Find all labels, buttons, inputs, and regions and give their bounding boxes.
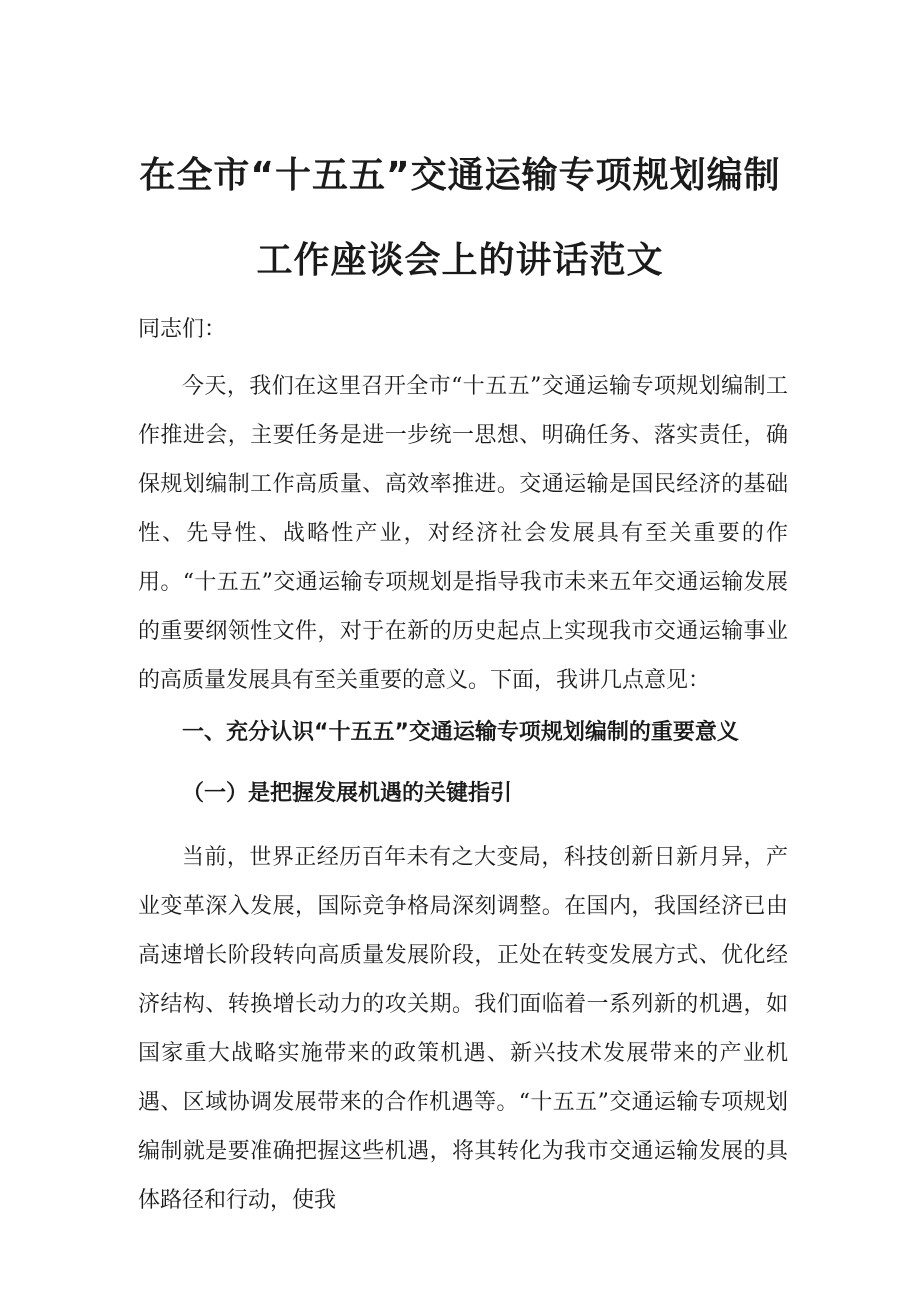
- subsection-heading-1: （一）是把握发展机遇的关键指引: [182, 781, 513, 806]
- paragraph-body: 当前，世界正经历百年未有之大变局，科技创新日新月异，产业变革深入发展，国际竞争格局深刻调整。在国内，我国经济已由高速增长阶段转向高质量发展阶段，正处在转变发展方式、优化经济结构、转换增长动力的攻关期。我们面临着一系列新的机遇，如国家重大战略实施带来的政策机遇、新兴技术发展带来的产业机遇、区域协调发展带来的合作机遇等。“十五五”交通运输专项规划编制就是要准确把握这些机遇，将其转化为我市交通运输发展的具体路径和行动，使我: [138, 845, 788, 1213]
- title-line-2: 工作座谈会上的讲话范文: [256, 240, 664, 281]
- salutation: 同志们：: [138, 317, 227, 342]
- section-heading-1: 一、充分认识“十五五”交通运输专项规划编制的重要意义: [182, 720, 739, 745]
- title-line-1: 在全市“十五五”交通运输专项规划编制: [139, 155, 781, 196]
- paragraph-intro: 今天，我们在这里召开全市“十五五”交通运输专项规划编制工作推进会，主要任务是进一步统一思想、明确任务、落实责任，确保规划编制工作高质量、高效率推进。交通运输是国民经济的基础性、先导性、战略性产业，对经济社会发展具有至关重要的作用。“十五五”交通运输专项规划是指导我市未来五年交通运输发展的重要纲领性文件，对于在新的历史起点上实现我市交通运输事业的高质量发展具有至关重要的意义。下面，我讲几点意见：: [138, 374, 788, 693]
